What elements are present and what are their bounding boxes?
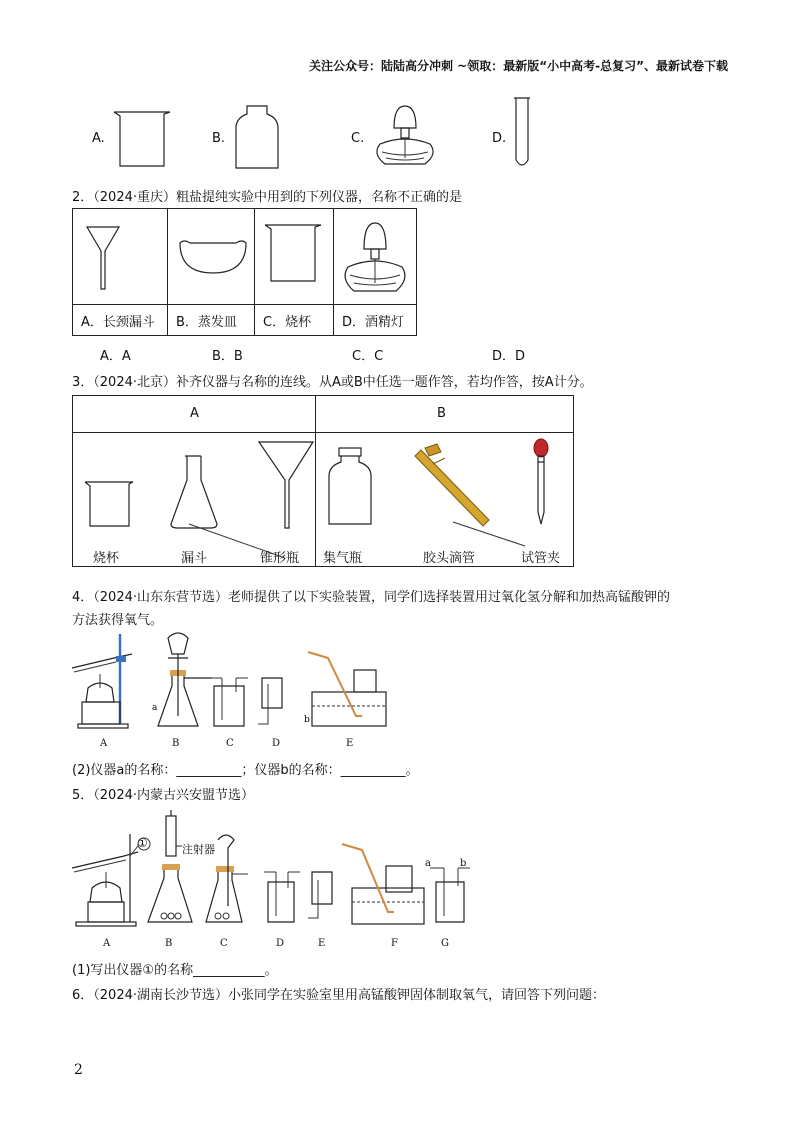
- q2-choice-b[interactable]: B．B: [212, 349, 243, 364]
- q1-option-b-label: B.: [212, 131, 226, 146]
- alcohol-lamp-icon: [340, 217, 410, 297]
- q5-label-d: D: [276, 938, 285, 949]
- q3-name-flask: 锥形瓶: [260, 551, 300, 566]
- q3-name-beaker: 烧杯: [93, 551, 120, 566]
- q2-choice-c[interactable]: C．C: [352, 349, 384, 364]
- q3-connect-line-b: [449, 520, 529, 550]
- alcohol-lamp-icon: [370, 98, 440, 170]
- q3-name-funnel: 漏斗: [181, 551, 208, 566]
- q2-caption-d: D．酒精灯: [334, 305, 417, 336]
- q2-caption-c: C．烧杯: [255, 305, 334, 336]
- q2-cell-lamp: [334, 209, 417, 305]
- q5-label-a: A: [103, 938, 111, 949]
- conical-flask-icon: [169, 454, 219, 530]
- evaporating-dish-icon: [178, 237, 248, 277]
- q3-name-dropper: 胶头滴管: [423, 551, 476, 566]
- q4-apparatus-diagram: [72, 628, 402, 738]
- q5-syringe-label: 注射器: [182, 843, 215, 856]
- q2-apparatus-table: [72, 208, 417, 336]
- beaker-icon: [112, 110, 172, 170]
- q4-stem-line2: 方法获得氧气。: [72, 613, 164, 628]
- q5-label-e: E: [318, 938, 326, 949]
- q5-label-c: C: [220, 938, 228, 949]
- q3-name-gas-bottle: 集气瓶: [323, 551, 363, 566]
- q1-option-c-label: C.: [351, 131, 365, 146]
- test-tube-icon: [512, 96, 532, 170]
- q5-label-g: G: [441, 938, 449, 949]
- q1-option-d-label: D.: [492, 131, 507, 146]
- q3-header-row: [73, 396, 573, 433]
- q2-caption-a: A．长颈漏斗: [73, 305, 168, 336]
- q4-label-e: E: [346, 738, 354, 749]
- q3-matching-table: [72, 395, 574, 567]
- q6-stem: 6．（2024·湖南长沙节选）小张同学在实验室里用高锰酸钾固体制取氧气，请回答下列问题：: [72, 988, 605, 1003]
- beaker-icon: [263, 223, 323, 287]
- q3-col-b: B: [437, 406, 446, 421]
- q4-mark-a: a: [152, 703, 158, 713]
- q5-apparatus-diagram: [72, 810, 482, 938]
- q3-stem: 3．（2024·北京）补齐仪器与名称的连线。从A或B中任选一题作答，若均作答，按A计分。: [72, 375, 593, 390]
- q3-name-clamp: 试管夹: [521, 551, 561, 566]
- q5-blank-question: (1)写出仪器①的名称___________。: [72, 963, 278, 978]
- q4-label-a: A: [100, 738, 108, 749]
- q4-label-b: B: [172, 738, 180, 749]
- q4-label-d: D: [272, 738, 281, 749]
- q5-label-b: B: [165, 938, 173, 949]
- q5-circle-marker: ①: [137, 836, 148, 850]
- q2-choice-d[interactable]: D．D: [492, 349, 526, 364]
- q5-stem: 5．（2024·内蒙古兴安盟节选）: [72, 788, 254, 803]
- page-header: 关注公众号：陆陆高分冲刺 ~领取：最新版“小中高考-总复习”、最新试卷下载: [309, 59, 728, 73]
- q5-label-f: F: [391, 938, 398, 949]
- q2-cell-dish: [168, 209, 255, 305]
- q2-choice-a[interactable]: A．A: [100, 349, 131, 364]
- q2-cell-beaker: [255, 209, 334, 305]
- dropper-icon: [531, 438, 551, 528]
- page-number: 2: [74, 1062, 83, 1078]
- q1-option-a-label: A.: [92, 131, 105, 146]
- q4-label-c: C: [226, 738, 234, 749]
- test-tube-clamp-icon: [415, 444, 495, 528]
- q2-caption-b: B．蒸发皿: [168, 305, 255, 336]
- beaker-icon: [83, 480, 135, 530]
- q4-mark-b: b: [304, 715, 310, 725]
- funnel-icon: [257, 440, 317, 532]
- gas-collecting-bottle-icon: [327, 446, 373, 526]
- q4-stem-line1: 4．（2024·山东东营节选）老师提供了以下实验装置，同学们选择装置用过氧化氢分解和加热高锰酸钾的: [72, 590, 670, 605]
- q2-cell-funnel: [73, 209, 168, 305]
- q5-mark-b: b: [460, 858, 467, 869]
- q5-mark-a: a: [425, 858, 431, 869]
- gas-bottle-icon: [232, 104, 282, 170]
- q2-stem: 2．（2024·重庆）粗盐提纯实验中用到的下列仪器，名称不正确的是: [72, 190, 462, 205]
- q4-blank-question: (2)仪器a的名称：__________；仪器b的名称：__________。: [72, 763, 419, 778]
- funnel-icon: [83, 223, 123, 293]
- q3-col-a: A: [190, 406, 199, 421]
